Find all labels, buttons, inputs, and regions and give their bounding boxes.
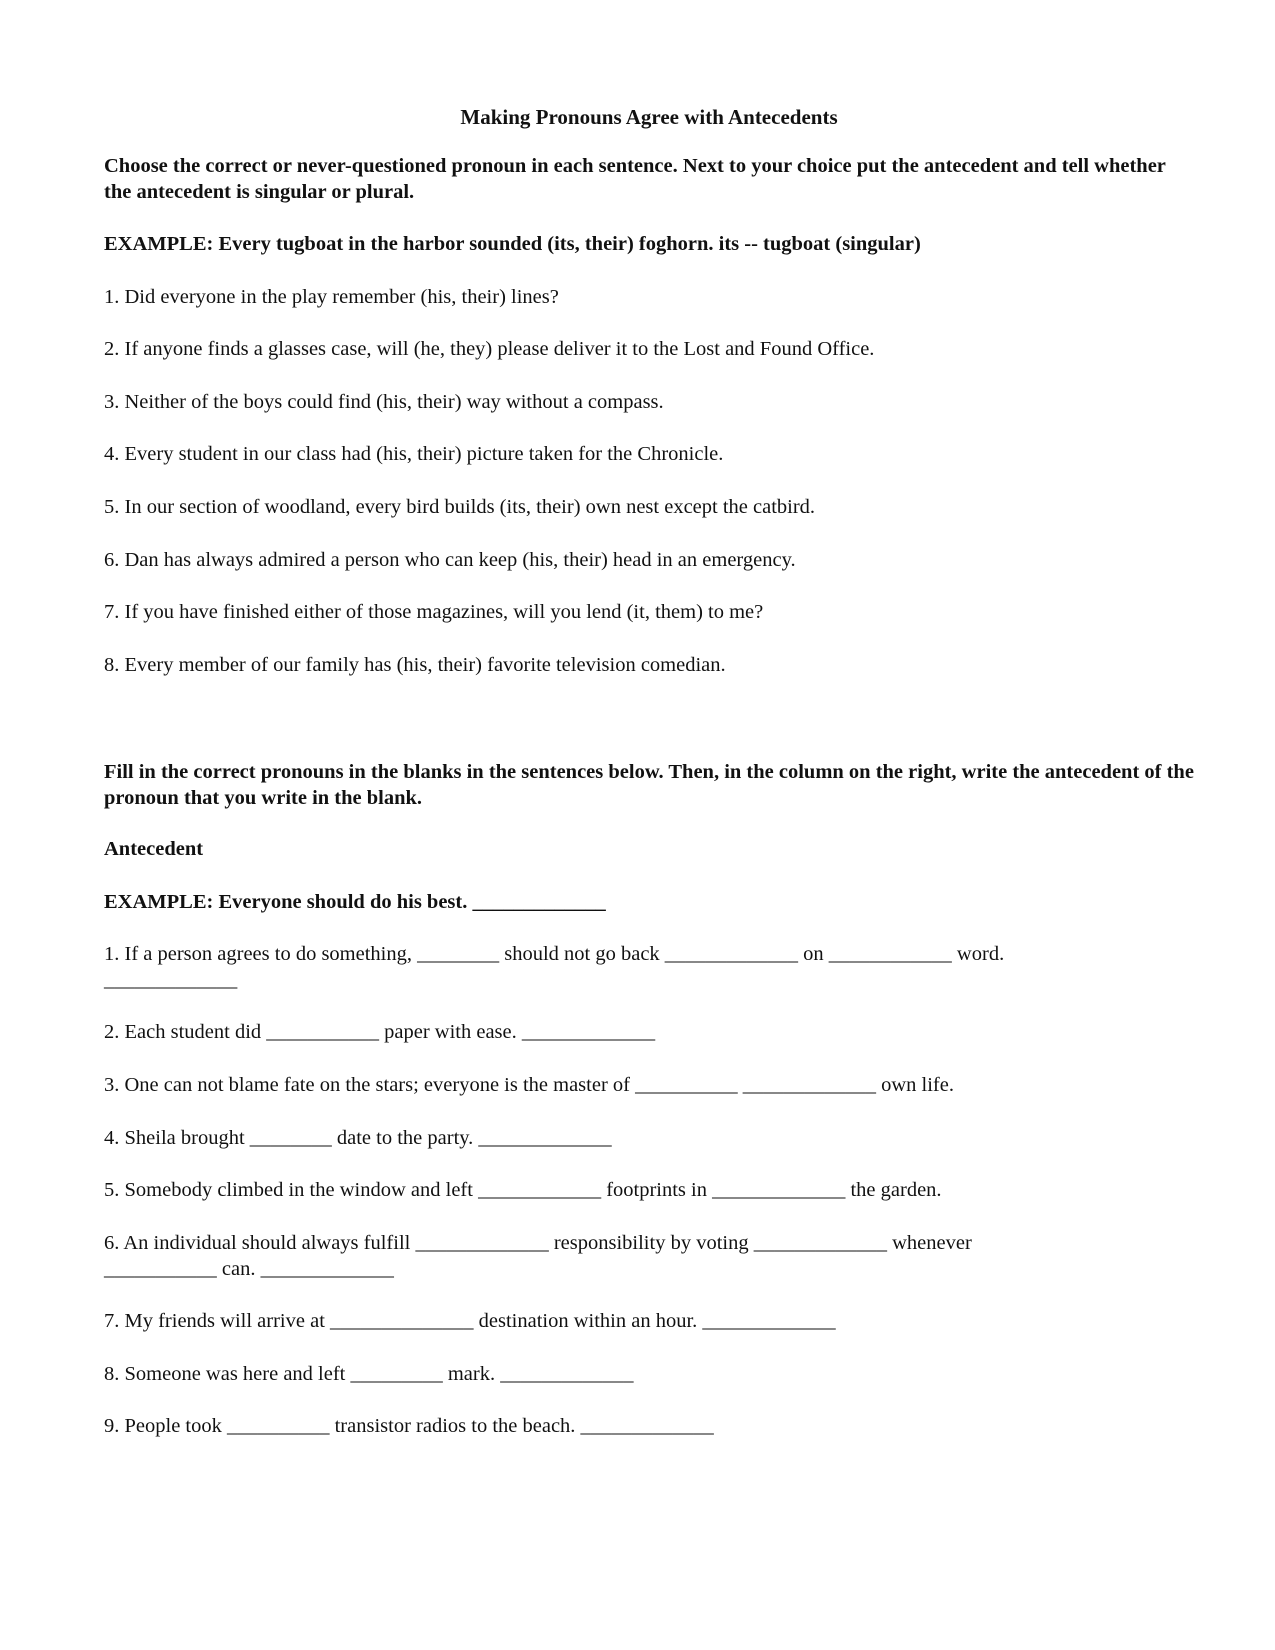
- part2-item-9: 9. People took __________ transistor radios to the beach. _____________: [104, 1415, 714, 1437]
- part2-item-2: 2. Each student did ___________ paper with ease. _____________: [104, 1021, 656, 1043]
- part2-example: EXAMPLE: Everyone should do his best. _____________: [104, 891, 606, 913]
- part1-item-1: 1. Did everyone in the play remember (his, their) lines?: [104, 286, 559, 308]
- part2-item-1: 1. If a person agrees to do something, ________ should not go back _____________ on ____________ word.: [104, 943, 1005, 965]
- worksheet-page: [104, 0, 1194, 1650]
- part1-item-6: 6. Dan has always admired a person who can keep (his, their) head in an emergency.: [104, 549, 796, 571]
- part1-instructions: Choose the correct or never-questioned pronoun in each sentence. Next to your choice put the antecedent and tell whether the antecedent is singular or plural.: [104, 155, 1166, 203]
- part2-instructions: Fill in the correct pronouns in the blanks in the sentences below. Then, in the column on the right, write the antecedent of the pronoun that you write in the blank.: [104, 761, 1194, 809]
- part1-item-5: 5. In our section of woodland, every bird builds (its, their) own nest except the catbird.: [104, 496, 816, 518]
- part2-item-3: 3. One can not blame fate on the stars; everyone is the master of __________ _____________ own life.: [104, 1074, 954, 1096]
- part1-item-8: 8. Every member of our family has (his, their) favorite television comedian.: [104, 654, 726, 676]
- part1-example: EXAMPLE: Every tugboat in the harbor sounded (its, their) foghorn. its -- tugboat (singular): [104, 233, 921, 255]
- page-title: Making Pronouns Agree with Antecedents: [460, 105, 838, 129]
- part2-item-4: 4. Sheila brought ________ date to the party. _____________: [104, 1127, 612, 1149]
- part2-item-1-antecedent: _____________: [104, 969, 238, 991]
- part2-column-header: Antecedent: [104, 838, 204, 860]
- part1-item-4: 4. Every student in our class had (his, their) picture taken for the Chronicle.: [104, 443, 724, 465]
- part2-item-5: 5. Somebody climbed in the window and left ____________ footprints in _____________ the garden.: [104, 1179, 942, 1201]
- part2-item-6: 6. An individual should always fulfill _____________ responsibility by voting _____________ whenever: [104, 1232, 972, 1254]
- part1-item-7: 7. If you have finished either of those magazines, will you lend (it, them) to me?: [104, 601, 764, 623]
- part1-item-2: 2. If anyone finds a glasses case, will (he, they) please deliver it to the Lost and Found Office.: [104, 338, 875, 360]
- part2-item-7: 7. My friends will arrive at ______________ destination within an hour. _____________: [104, 1310, 836, 1332]
- part2-item-8: 8. Someone was here and left _________ mark. _____________: [104, 1363, 634, 1385]
- part2-item-6-continued: ___________ can. _____________: [104, 1258, 394, 1280]
- part1-item-3: 3. Neither of the boys could find (his, their) way without a compass.: [104, 391, 664, 413]
